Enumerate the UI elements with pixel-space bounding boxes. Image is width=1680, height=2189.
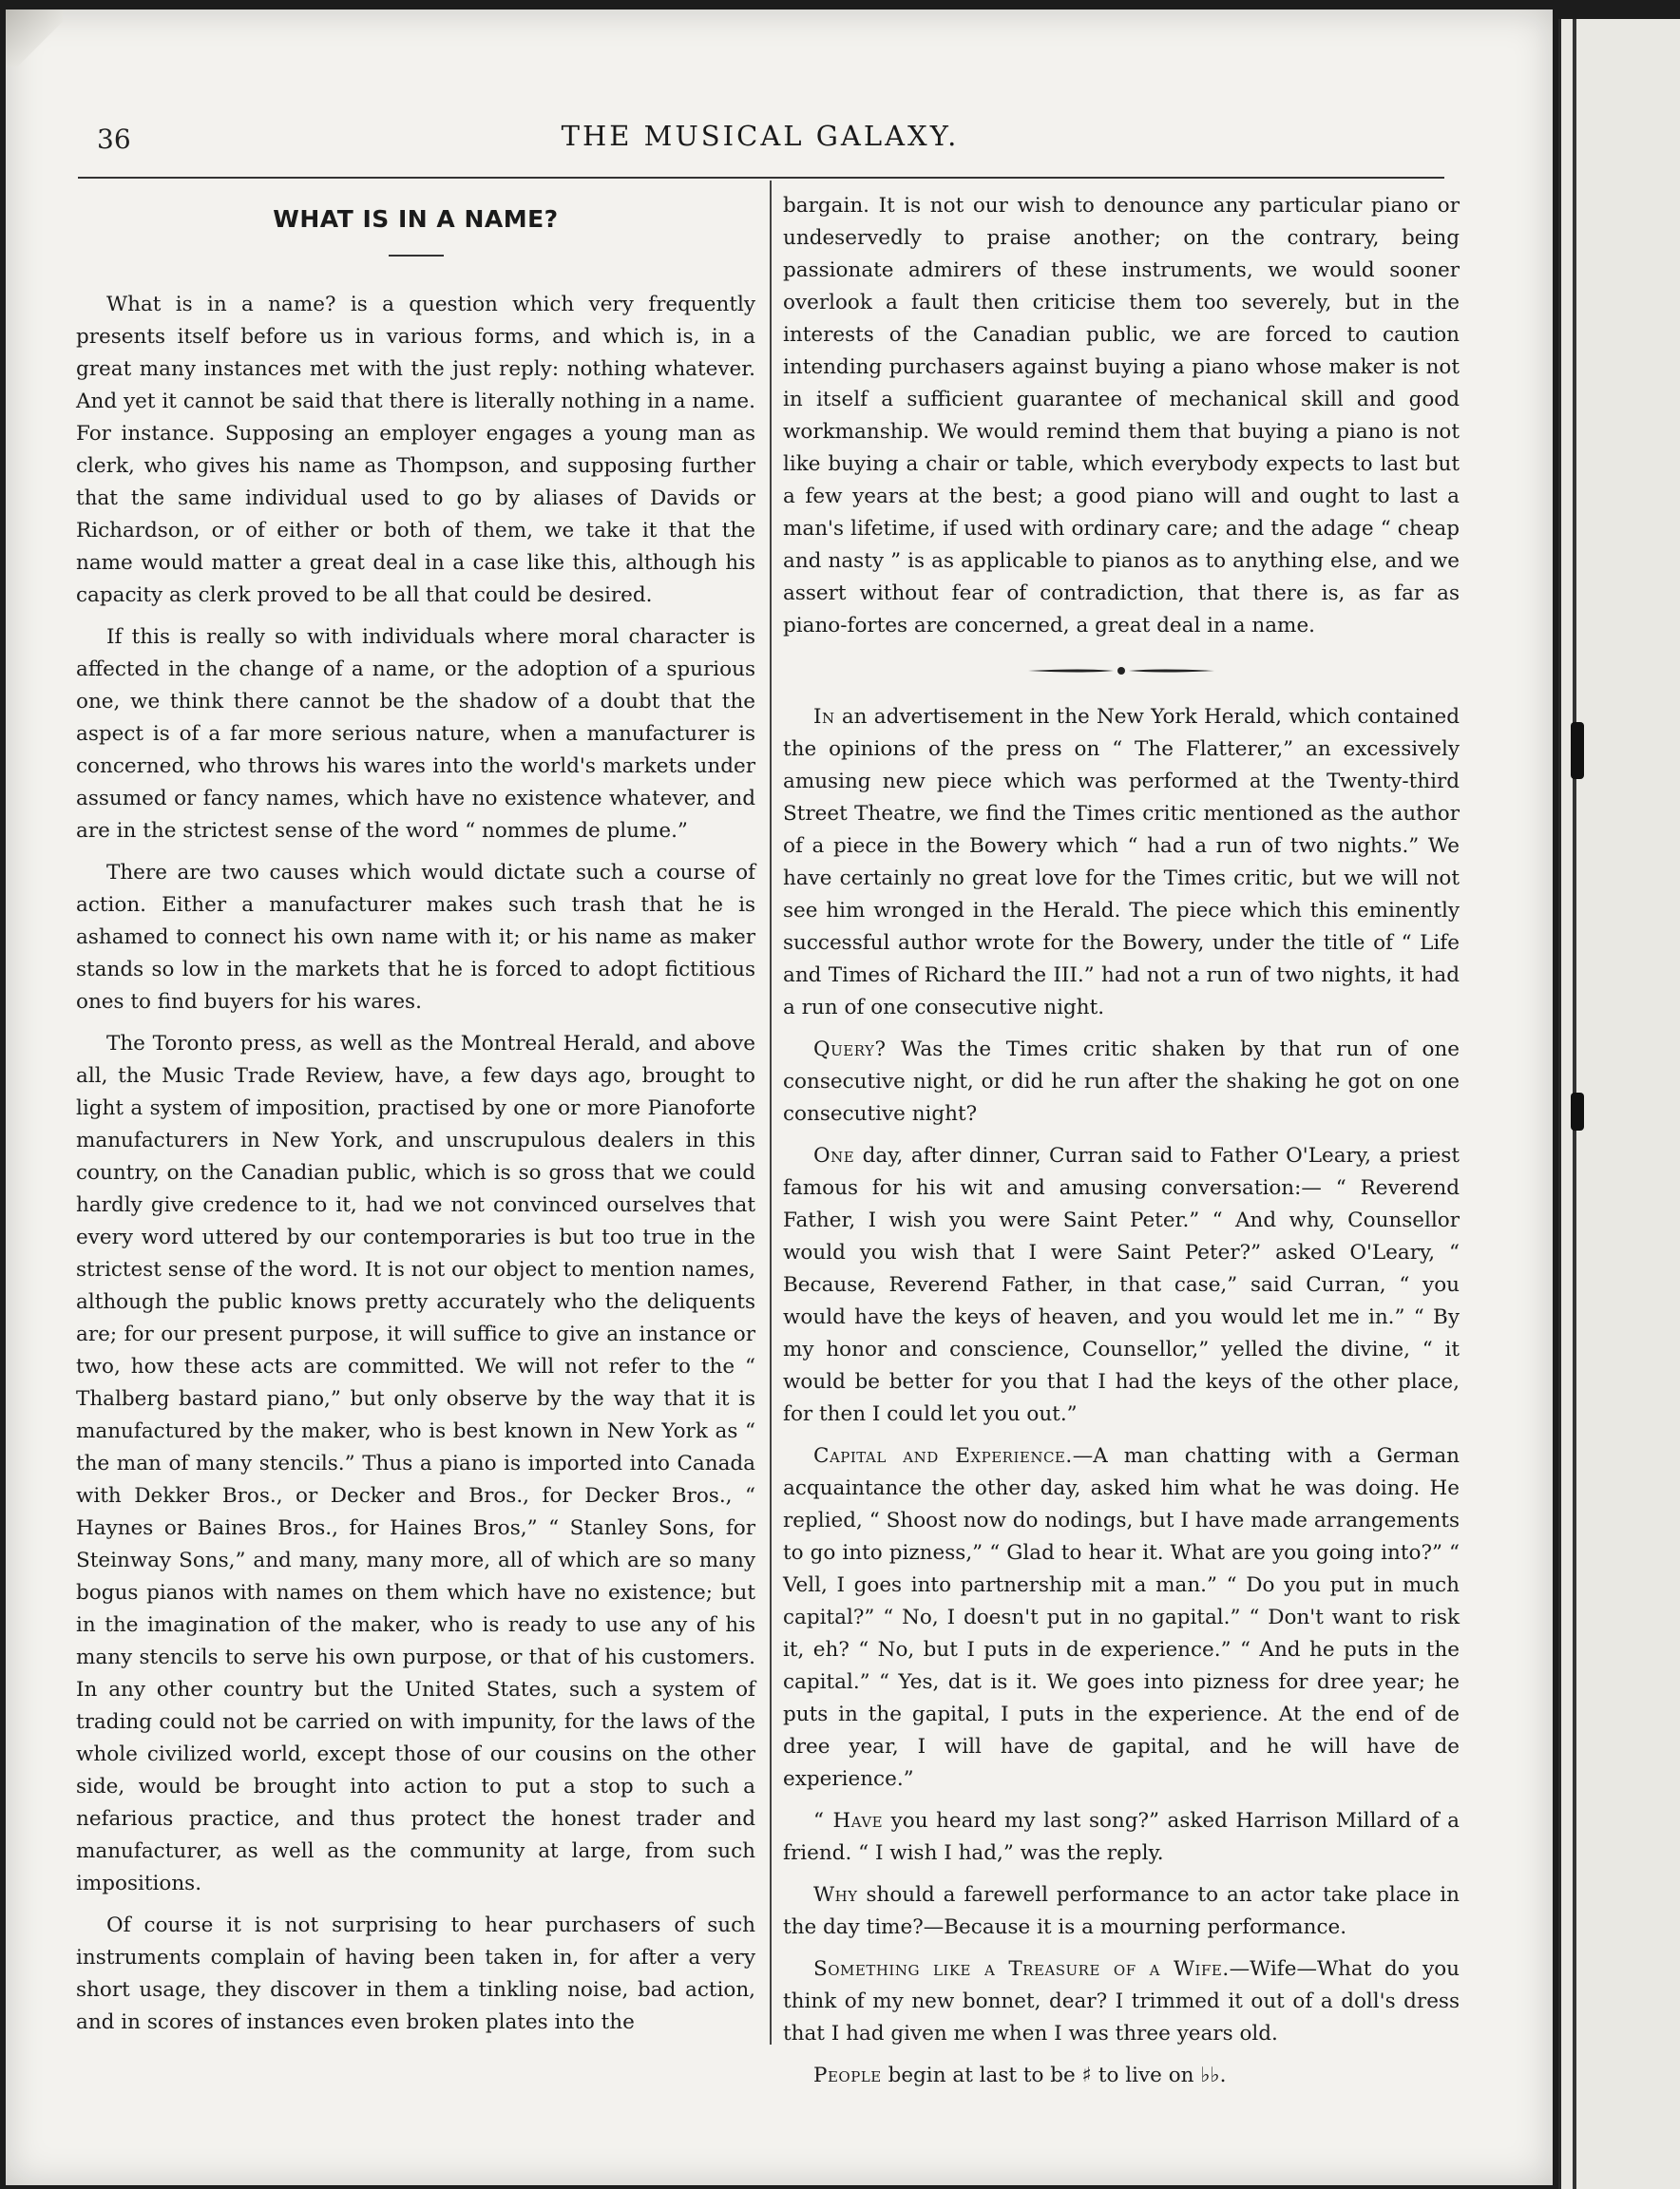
item-text: an advertisement in the New York Herald, which contained the opinions of the press on “ The Flatterer,” an excessively amusing new piece which was performed at the Twenty-third Street Theatre, we find the Times critic mentioned as the author of a piece in the Bowery which “ had a run of two nights.” We have certainly no great love for the Times critic, but we will not see him wronged in the Herald. The piece which this eminently successful author wrote for the Bowery, under the title of “ Life and Times of Richard the III.” had not a run of two nights, it had a run of one consecutive night. [783, 705, 1460, 1019]
item-lead: Query? [813, 1037, 887, 1061]
article-paragraph: Of course it is not surprising to hear purchasers of such instruments complain of having been taken in, for after a very short usage, they discover in them a tinkling noise, bad action, and in scores of instances even broken plates into the [76, 1913, 755, 2034]
running-head [76, 120, 1444, 162]
section-ornament [1026, 659, 1216, 682]
title-rule [389, 255, 444, 257]
right-column [783, 190, 1460, 2102]
news-item [783, 1034, 1460, 1131]
binding-mark [1571, 722, 1584, 779]
item-text: you heard my last song?” asked Harrison Millard of a friend. “ I wish I had,” was the reply. [783, 1809, 1460, 1865]
item-lead: Capital and Experience. [813, 1444, 1073, 1468]
article-paragraph: What is in a name? is a question which very frequently presents itself before us in various forms, and which is, in a great many instances met with the just reply: nothing whatever. And yet it cannot be said that there is literally nothing in a name. For instance. Supposing an employer engages a young man as clerk, who gives his name as Thompson, and supposing further that the same individual used to go by aliases of Davids or Richardson, or of either or both of them, we take it that the name would matter a great deal in a case like this, although his capacity as clerk proved to be all that could be desired. [76, 293, 755, 607]
page-number: 36 [97, 124, 131, 155]
item-lead: One [813, 1144, 855, 1168]
item-lead: In [813, 705, 835, 729]
article-paragraph: The Toronto press, as well as the Montreal Herald, and above all, the Music Trade Review, have, a few days ago, brought to light a system of imposition, practised by one or more Pianoforte manufacturers in New York, and unscrupulous dealers in this country, on the Canadian public, which is so gross that we could hardly give credence to it, had we not convinced ourselves that every word uttered by our contemporaries is but too true in the strictest sense of the word. It is not our object to mention names, although the public knows pretty accurately who the deliquents are; for our present purpose, it will suffice to give an instance or two, how these acts are committed. We will not refer to the “ Thalberg bastard piano,” but only observe by the way that it is manufactured by the maker, who is best known in New York as “ the man of many stencils.” Thus a piano is imported into Canada with Dekker Bros., or Decker and Bros., for Decker Bros., “ Haynes or Baines Bros., for Haines Bros,” “ Stanley Sons, for Steinway Sons,” and many, many more, all of which are so many bogus pianos with names on them which have no existence; but in the imagination of the maker, who is ready to use any of his many stencils to serve his own purpose, or that of his customers. In any other country but the United States, such a system of trading could not be carried on with impunity, for the laws of the whole civilized world, except those of our cousins on the other side, would be brought into action to put a stop to such a nefarious practice, and thus protect the honest trader and manufacturer, as well as the community at large, from such impositions. [76, 1032, 755, 1895]
item-text: —Wife—What do you think of my new bonnet, dear? I trimmed it out of a doll's dress that I had given me when I was three years old. [783, 1957, 1460, 2046]
item-text: begin at last to be ♯ to live on ♭♭. [888, 2064, 1227, 2087]
article-title: WHAT IS IN A NAME? [273, 205, 559, 233]
article-continuation: bargain. It is not our wish to denounce any particular piano or undeservedly to praise another; on the contrary, being passionate admirers of these instruments, we would sooner overlook a fault then criticise them too severely, but in the interests of the Canadian public, we are forced to caution intending purchasers against buying a piano whose maker is not in itself a sufficient guarantee of mechanical skill and good workmanship. We would remind them that buying a piano is not like buying a chair or table, which everybody expects to last but a few years at the best; a good piano will and ought to last a man's lifetime, if used with ordinary care; and the adage “ cheap and nasty ” is as applicable to pianos as to anything else, and we assert without fear of contradiction, that there is, as far as piano-fortes are concerned, a great deal in a name. [783, 194, 1460, 638]
news-item [783, 1879, 1460, 1944]
item-text: should a farewell performance to an actor take place in the day time?—Because it is a mourning performance. [783, 1883, 1460, 1939]
journal-title: THE MUSICAL GALAXY. [561, 120, 960, 152]
item-lead: Something like a Treasure of a Wife. [813, 1957, 1230, 1981]
news-item [783, 1953, 1460, 2050]
item-lead: People [813, 2064, 882, 2087]
item-lead: “ Have [813, 1809, 884, 1833]
column-divider [770, 181, 772, 2045]
item-lead: Why [813, 1883, 858, 1907]
news-item [783, 1140, 1460, 1431]
item-text: day, after dinner, Curran said to Father O'Leary, a priest famous for his wit and amusing conversation:— “ Reverend Father, I wish you were Saint Peter.” “ And why, Counsellor would you wish that I were Saint Peter?” asked O'Leary, “ Because, Reverend Father, in that case,” said Curran, “ you would have the keys of heaven, and you would let me in.” “ By my honor and conscience, Counsellor,” yelled the divine, “ it would be better for you that I had the keys of the other place, for then I could let you out.” [783, 1144, 1460, 1426]
news-item [783, 1440, 1460, 1796]
article-paragraph: There are two causes which would dictate such a course of action. Either a manufacturer makes such trash that he is ashamed to connect his own name with it; or his name as maker stands so low in the markets that he is forced to adopt fictitious ones to find buyers for his wares. [76, 861, 755, 1014]
item-text: Was the Times critic shaken by that run of one consecutive night, or did he run after the shaking he got on one consecutive night? [783, 1037, 1460, 1126]
binding-mark [1571, 1093, 1584, 1131]
left-column [76, 190, 755, 2048]
news-item [783, 701, 1460, 1024]
item-text: —A man chatting with a German acquaintance the other day, asked him what he was doing. He replied, “ Shoost now do nodings, but I have made arrangements to go into pizness,” “ Glad to hear it. What are you going into?” “ Vell, I goes into partnership mit a man.” “ Do you put in much capital?” “ No, I doesn't put in no gapital.” “ Don't want to risk it, eh? “ No, but I puts in de experience.” “ And he puts in the capital.” “ Yes, dat is it. We goes into pizness for dree year; he puts in the gapital, I puts in the experience. At the end of de dree year, I will have de gapital, and he will have de experience.” [783, 1444, 1460, 1791]
header-rule [78, 177, 1444, 179]
news-item [783, 1805, 1460, 1870]
article-paragraph: If this is really so with individuals where moral character is affected in the change of a name, or the adoption of a spurious one, we think there cannot be the shadow of a doubt that the aspect is of a far more serious nature, when a manufacturer is concerned, who throws his wares into the world's markets under assumed or fancy names, which have no existence whatever, and are in the strictest sense of the word “ nommes de plume.” [76, 625, 755, 843]
folded-corner [6, 10, 63, 67]
news-item [783, 2060, 1460, 2092]
